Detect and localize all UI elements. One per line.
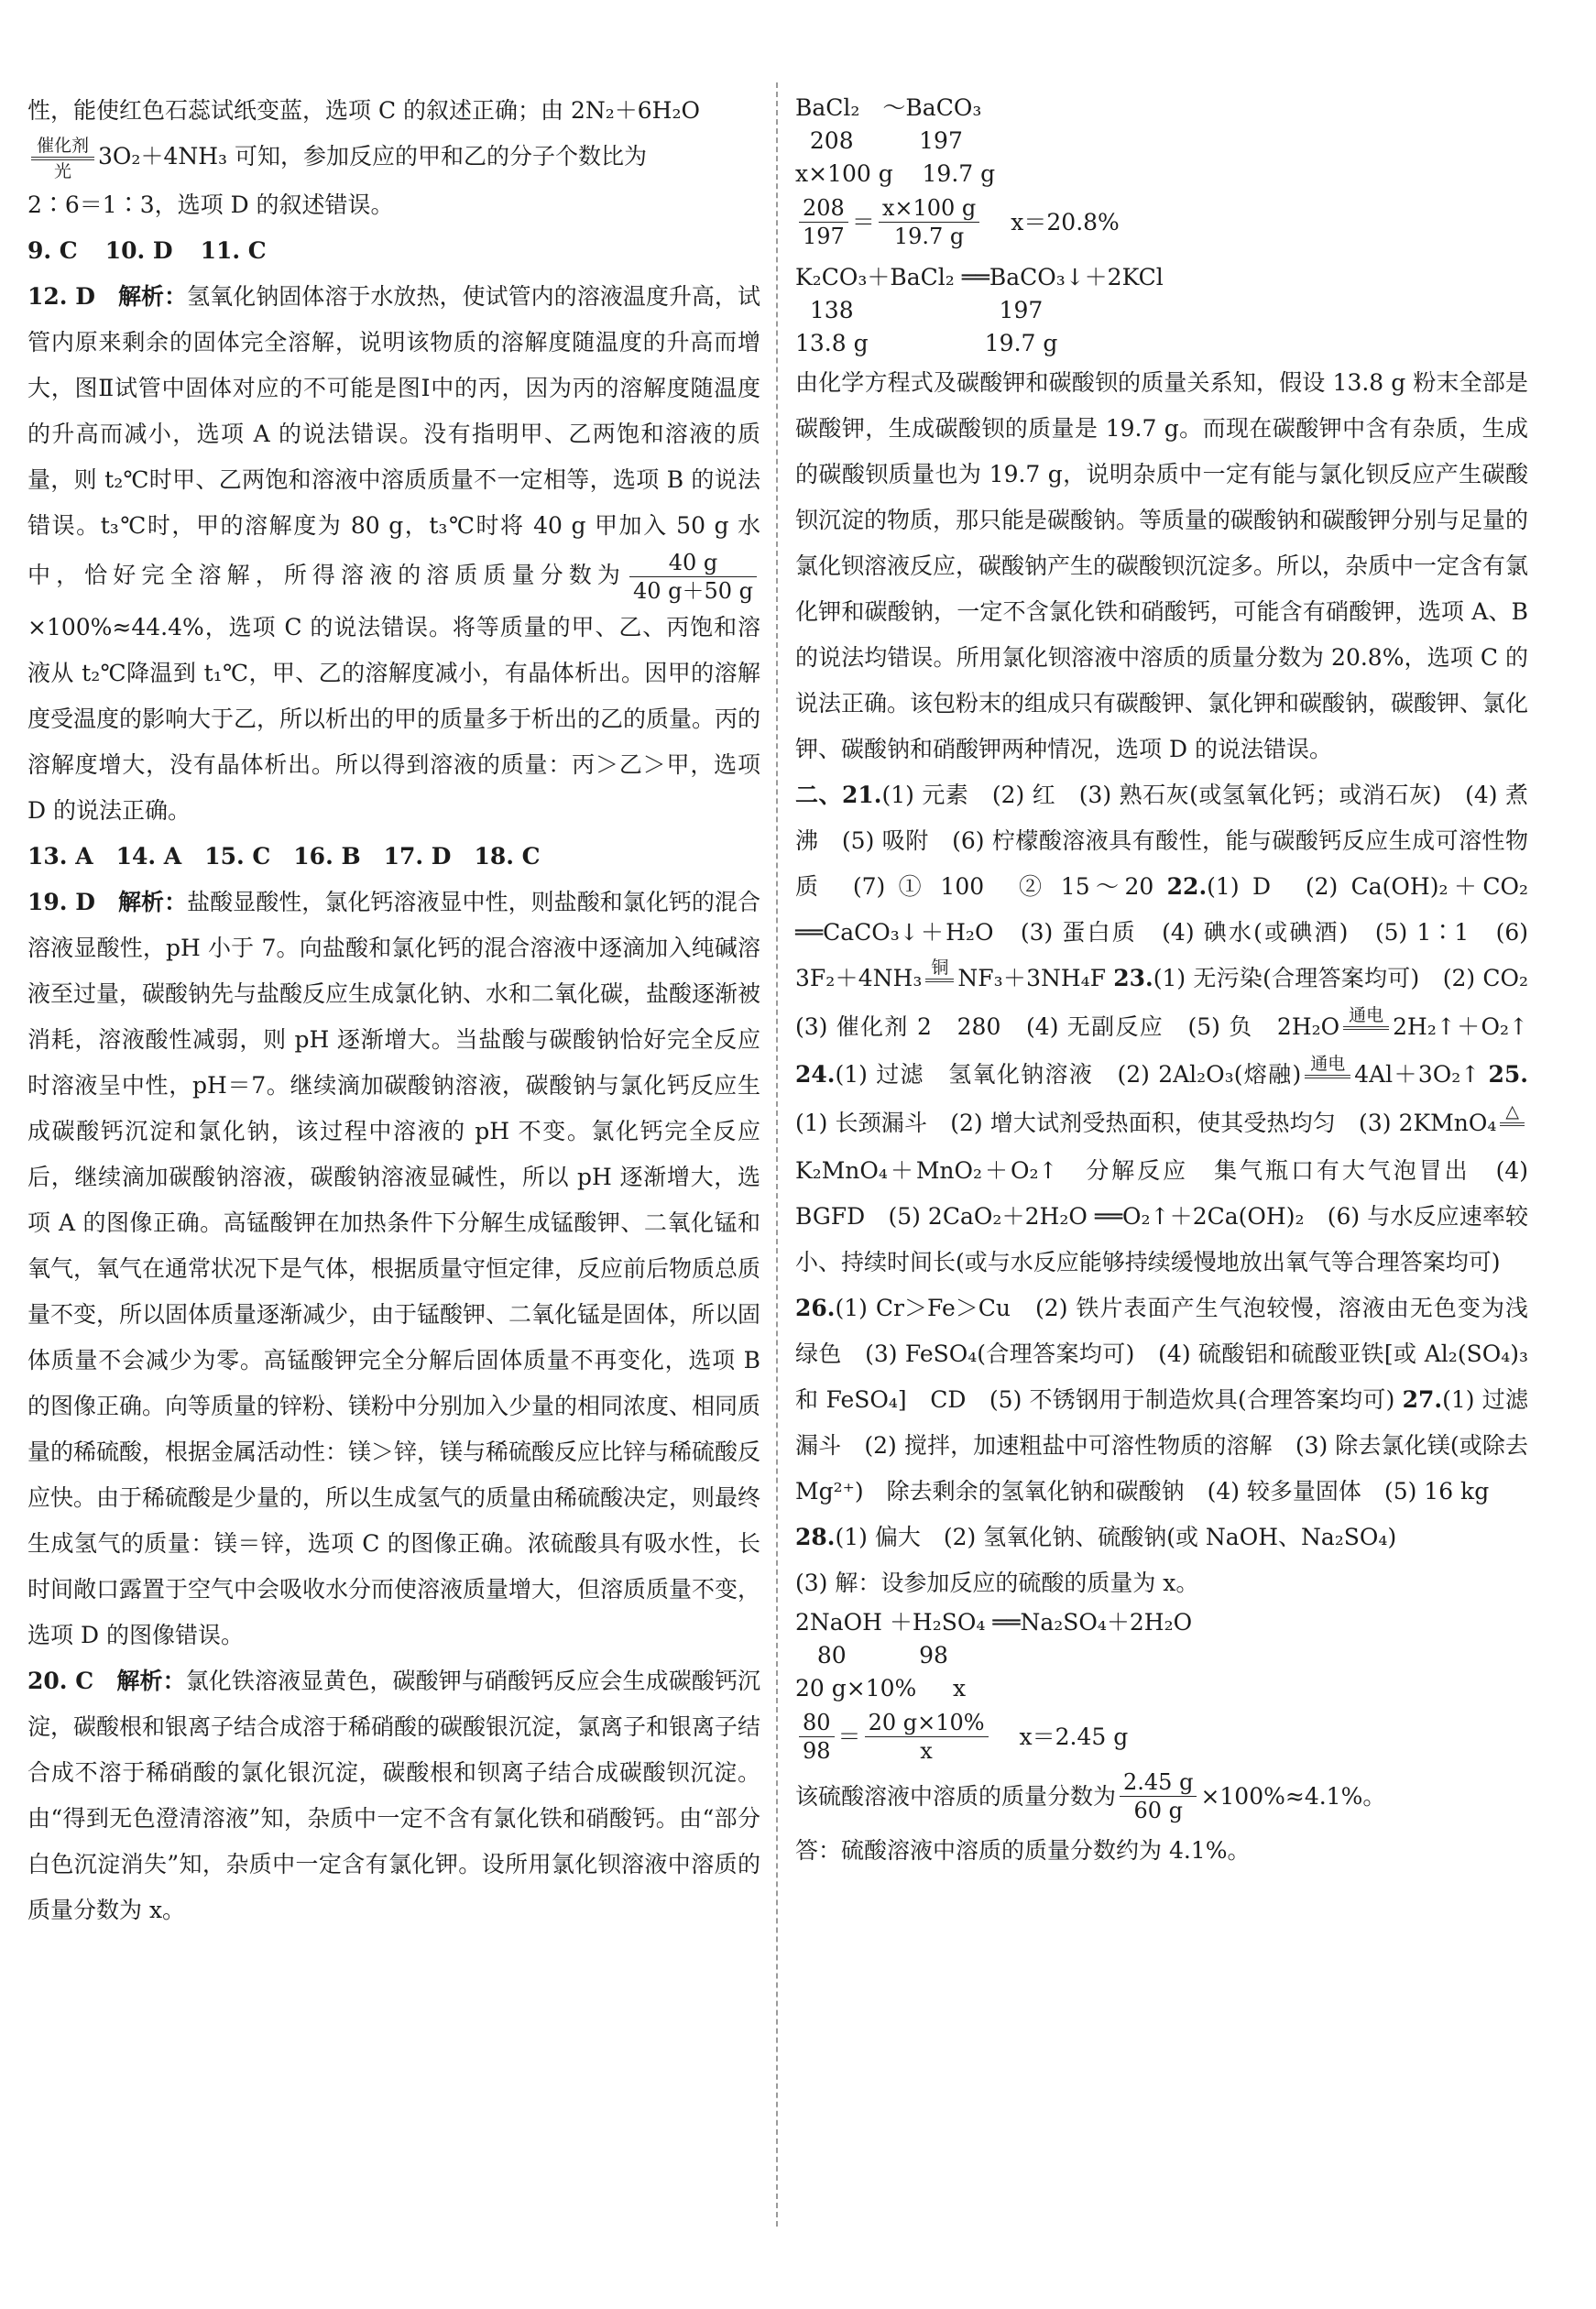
proportion-calc: $\frac{208}{197}$ ＝ $\frac{x\times 100 g}{19.7 g}$ x＝20.8% <box>795 194 1528 250</box>
equation-line: BaCl₂ ～BaCO₃ <box>795 94 982 121</box>
question-12: 12. D 解析：氢氧化钠固体溶于水放热，使试管内的溶液温度升高，试管内原来剩余的固体完全溶解，说明该物质的溶解度随温度的升高而增大，图Ⅱ试管中固体对应的不可能是图Ⅰ中的丙，因为丙的溶解度随温度的升高而减小，选项 A 的说法错误。没有指明甲、乙两饱和溶液的质量，则 t₂℃时甲、乙两饱和溶液中溶质质量不一定相等，选项 B 的说法错误。t₃℃时，甲的溶解度为 80 g，t₃℃时将 40 g 甲加入 50 g 水中，恰好完全溶解，所得溶液的溶质质量分数为 $\frac{40 g}{40 g+50 g}$ ×100%≈44.4%，选项 C 的说法错误。将等质量的甲、乙、丙饱和溶液从 t₂℃降温到 t₁℃，甲、乙的溶解度减小，有晶体析出。因甲的溶解度受温度的影响大于乙，所以析出的甲的质量多于析出的乙的质量。丙的溶解度增大，没有晶体析出。所以得到溶液的质量：丙＞乙＞甲，选项 D 的说法正确。 <box>27 282 761 824</box>
reaction-condition: 催化剂 光 <box>31 135 94 182</box>
equation-line: 催化剂 光 3O₂＋4NH₃ 可知，参加反应的甲和乙的分子个数比为 <box>27 134 760 182</box>
text-line: 性，能使红色石蕊试纸变蓝，选项 C 的叙述正确；由 2N₂＋6H₂O <box>27 97 700 124</box>
equation-line: x×100 g 19.7 g <box>795 160 996 187</box>
question-19: 19. D 解析：盐酸显酸性，氯化钙溶液显中性，则盐酸和氯化钙的混合溶液显酸性，pH 小于 7。向盐酸和氯化钙的混合溶液中逐滴加入纯碱溶液至过量，碳酸钠先与盐酸反应生成氯化钠、水和二氧化碳，盐酸逐渐被消耗，溶液酸性减弱，则 pH 逐渐增大。当盐酸与碳酸钠恰好完全反应时溶液呈中性，pH＝7。继续滴加碳酸钠溶液，碳酸钠与氯化钙反应生成碳酸钙沉淀和氯化钠，该过程中溶液的 pH 不变。氯化钙完全反应后，继续滴加碳酸钠溶液，碳酸钠溶液显碱性，所以 pH 逐渐增大，选项 A 的图像正确。高锰酸钾在加热条件下分解生成锰酸钾、二氧化锰和氧气，氧气在通常状况下是气体，根据质量守恒定律，反应前后物质总质量不变，所以固体质量逐渐减少，由于锰酸钾、二氧化锰是固体，所以固体质量不会减少为零。高锰酸钾完全分解后固体质量不再变化，选项 B 的图像正确。向等质量的锌粉、镁粉中分别加入少量的相同浓度、相同质量的稀硫酸，根据金属活动性：镁＞锌，镁与稀硫酸反应比锌与稀硫酸反应快。由于稀硫酸是少量的，所以生成氢气的质量由稀硫酸决定，则最终生成氢气的质量：镁＝锌，选项 C 的图像正确。浓硫酸具有吸水性，长时间敞口露置于空气中会吸收水分而使溶液质量增大，但溶质质量不变，选项 D 的图像错误。 <box>27 888 761 1648</box>
answers-13-18: 13. A 14. A 15. C 16. B 17. D 18. C <box>27 842 541 870</box>
text-line: 2∶6＝1∶3，选项 D 的叙述错误。 <box>27 191 394 218</box>
equation-line: 2NaOH ＋H₂SO₄ ══Na₂SO₄＋2H₂O <box>795 1609 1193 1636</box>
question-20: 20. C 解析：氯化铁溶液显黄色，碳酸钾与硝酸钙反应会生成碳酸钙沉淀，碳酸根和银离子结合成溶于稀硝酸的碳酸银沉淀，氯离子和银离子结合成不溶于稀硝酸的氯化银沉淀，碳酸根和钡离子结合成碳酸钡沉淀。由“得到无色澄清溶液”知，杂质中一定不含有氯化铁和硝酸钙。由“部分白色沉淀消失”知，杂质中一定含有氯化钾。设所用氯化钡溶液中溶质的质量分数为 x。 <box>27 1667 761 1923</box>
column-divider <box>776 82 778 2227</box>
equation-line: 208 197 <box>795 127 963 154</box>
section-2-answers: 二、21.(1) 元素 (2) 红 (3) 熟石灰(或氢氧化钙；或消石灰) (4) 煮沸 (5) 吸附 (6) 柠檬酸溶液具有酸性，能与碳酸钙反应生成可溶性物质 (7) ① 100 ② 15～20 22.(1) D (2) Ca(OH)₂＋CO₂ ══CaCO₃↓＋H₂O (3) 蛋白质 (4) 碘水(或碘酒) (5) 1∶1 (6) 3F₂＋4NH₃ 铜 NF₃＋3NH₄F 23.(1) 无污染(合理答案均可) (2) CO₂ (3) 催化剂 2 280 (4) 无副反应 (5) 负 2H₂O 通电 2H₂↑＋O₂↑ 24.(1) 过滤 氢氧化钠溶液 (2) 2Al₂O₃(熔融) 通电 4Al＋3O₂↑ 25.(1) 长颈漏斗 (2) 增大试剂受热面积，使其受热均匀 (3) 2KMnO₄ △ K₂MnO₄＋MnO₂＋O₂↑ 分解反应 集气瓶口有大气泡冒出 (4) BGFD (5) 2CaO₂＋2H₂O ══O₂↑＋2Ca(OH)₂ (6) 与水反应速率较小、持续时间长(或与水反应能够持续缓慢地放出氧气等合理答案均可) <box>795 782 1551 1275</box>
equation-line: 80 98 <box>795 1642 948 1669</box>
fraction: $\frac{40 g}{40 g+50 g}$ <box>629 549 757 605</box>
equation-line: 20 g×10% x <box>795 1675 967 1702</box>
left-column <box>27 88 760 1933</box>
equation-line: 13.8 g 19.7 g <box>795 330 1058 356</box>
reaction-condition: △ <box>1500 1100 1525 1148</box>
right-column <box>795 92 1551 1874</box>
reaction-condition: 通电 <box>1305 1053 1350 1100</box>
question-28: 28.(1) 偏大 (2) 氢氧化钠、硫酸钠(或 NaOH、Na₂SO₄) <box>795 1524 1397 1550</box>
reaction-condition: 铜 <box>925 957 954 1004</box>
proportion-calc: $\frac{80}{98}$ ＝ $\frac{20 g\times 10\%}{x}$ x＝2.45 g <box>795 1709 1528 1765</box>
reaction-condition: 通电 <box>1343 1004 1389 1052</box>
text-line: (3) 解：设参加反应的硫酸的质量为 x。 <box>795 1570 1199 1596</box>
question-26: 26.(1) Cr＞Fe＞Cu (2) 铁片表面产生气泡较慢，溶液由无色变为浅绿色 (3) FeSO₄(合理答案均可) (4) 硫酸铝和硫酸亚铁[或 Al₂(SO₄)₃ 和 FeSO₄] CD (5) 不锈钢用于制造炊具(合理答案均可) 27.(1) 过滤 漏斗 (2) 搅拌，加速粗盐中可溶性物质的溶解 (3) 除去氯化镁(或除去 Mg²⁺) 除去剩余的氢氧化钠和碳酸钠 (4) 较多量固体 (5) 16 kg <box>795 1295 1551 1505</box>
final-result: 该硫酸溶液中溶质的质量分数为 $\frac{2.45 g}{60 g}$ ×100%≈4.1%。 <box>795 1769 1386 1823</box>
equation-line: K₂CO₃＋BaCl₂ ══BaCO₃↓＋2KCl <box>795 264 1164 290</box>
paragraph: 由化学方程式及碳酸钾和碳酸钡的质量关系知，假设 13.8 g 粉末全部是碳酸钾，生成碳酸钡的质量是 19.7 g。而现在碳酸钾中含有杂质，生成的碳酸钡质量也为 19.7 g，说明杂质中一定有能与氯化钡反应产生碳酸钡沉淀的物质，那只能是碳酸钠。等质量的碳酸钠和碳酸钾分别与足量的氯化钡溶液反应，碳酸钠产生的碳酸钡沉淀多。所以，杂质中一定含有氯化钾和碳酸钠，一定不含氯化铁和硝酸钙，可能含有硝酸钾，选项 A、B 的说法均错误。所用氯化钡溶液中溶质的质量分数为 20.8%，选项 C 的说法正确。该包粉末的组成只有碳酸钾、氯化钾和碳酸钠，碳酸钾、氯化钾、碳酸钠和硝酸钾两种情况，选项 D 的说法错误。 <box>795 369 1529 762</box>
answers-9-11: 9. C 10. D 11. C <box>27 236 267 264</box>
answer-line: 答：硫酸溶液中溶质的质量分数约为 4.1%。 <box>795 1837 1251 1864</box>
equation-line: 138 197 <box>795 297 1044 323</box>
